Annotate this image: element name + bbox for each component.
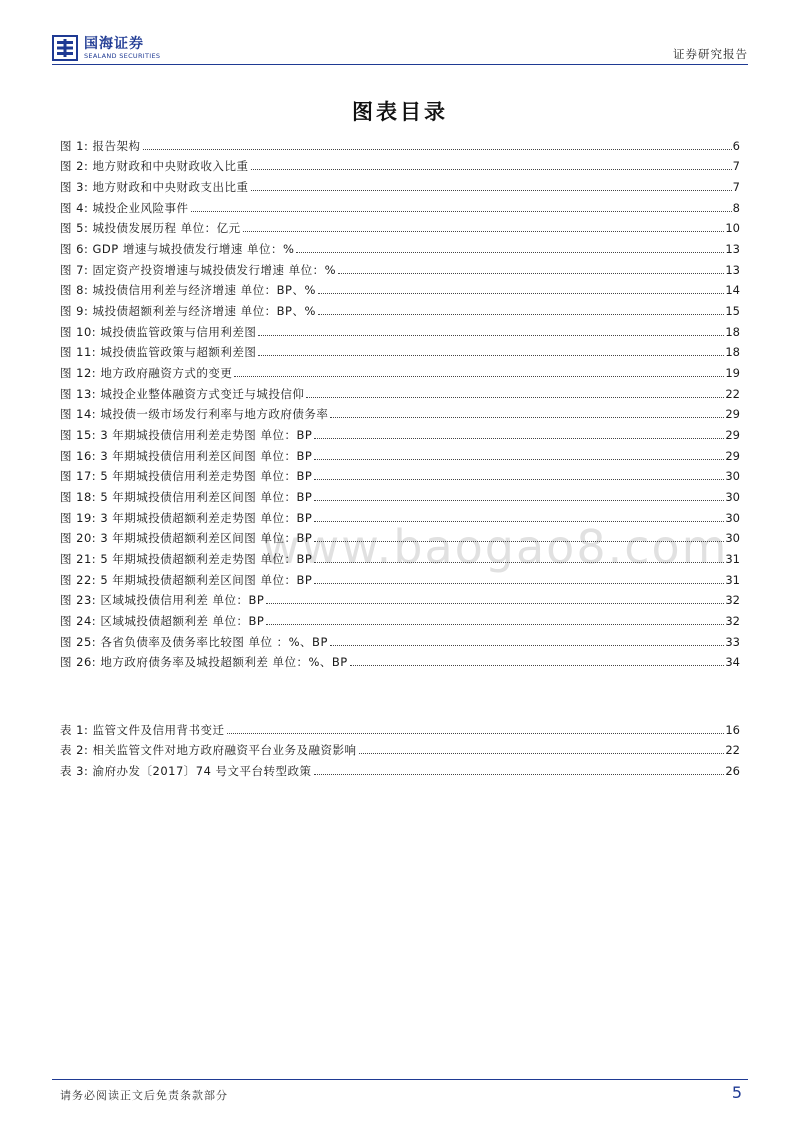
toc-entry-label: 图 15: 3 年期城投债信用利差走势图 单位：BP: [60, 428, 313, 443]
toc-entry-label: 图 9: 城投债超额利差与经济增速 单位：BP、%: [60, 304, 316, 319]
toc-entry-page: 8: [732, 200, 740, 215]
toc-entry-page: 30: [725, 469, 740, 484]
toc-entry-page: 6: [732, 138, 740, 153]
dot-leader: [243, 230, 725, 232]
toc-entry-page: 30: [725, 531, 740, 546]
toc-entry[interactable]: [60, 484, 740, 505]
toc-entry-label: 图 4: 城投企业风险事件: [60, 200, 189, 215]
toc-entry-label: 图 16: 3 年期城投债信用利差区间图 单位：BP: [60, 448, 313, 463]
toc-entry-page: 18: [725, 324, 740, 339]
toc-entry-page: 15: [725, 304, 740, 319]
toc-entry[interactable]: [60, 758, 740, 779]
page-title: 图表目录: [352, 100, 448, 124]
dot-leader: [338, 272, 724, 274]
report-type-label: 证券研究报告: [673, 47, 748, 61]
toc-entry-label: 图 7: 固定资产投资增速与城投债发行增速 单位：%: [60, 262, 337, 277]
toc-entry-label: 图 14: 城投债一级市场发行利率与地方政府债务率: [60, 407, 329, 422]
dot-leader: [251, 168, 732, 170]
toc-entry-label: 图 25: 各省负债率及债务率比较图 单位 ：%、BP: [60, 634, 328, 649]
toc-entry-page: 26: [725, 764, 740, 779]
toc-entry-label: 图 8: 城投债信用利差与经济增速 单位：BP、%: [60, 283, 316, 298]
toc-entry[interactable]: [60, 650, 740, 671]
toc-entry-label: 图 1: 报告架构: [60, 138, 141, 153]
page-header: [52, 34, 748, 66]
dot-leader: [314, 437, 724, 439]
toc-entry-label: 图 20: 3 年期城投债超额利差区间图 单位：BP: [60, 531, 313, 546]
toc-entry-page: 30: [725, 510, 740, 525]
toc-entry[interactable]: [60, 319, 740, 340]
sealand-logo-icon: [52, 35, 78, 61]
dot-leader: [227, 732, 725, 734]
toc-entry-page: 22: [725, 743, 740, 758]
toc-entry[interactable]: [60, 195, 740, 216]
dot-leader: [234, 375, 724, 377]
toc-entry-label: 图 17: 5 年期城投债信用利差走势图 单位：BP: [60, 469, 313, 484]
toc-entry-page: 29: [725, 428, 740, 443]
dot-leader: [251, 189, 732, 191]
dot-leader: [330, 416, 724, 418]
toc-entry-label: 图 21: 5 年期城投债超额利差走势图 单位：BP: [60, 552, 313, 567]
toc-entry[interactable]: [60, 717, 740, 738]
dot-leader: [266, 602, 724, 604]
toc-entry[interactable]: [60, 422, 740, 443]
toc-entry-page: 32: [725, 593, 740, 608]
dot-leader: [314, 478, 724, 480]
dot-leader: [359, 752, 725, 754]
toc-entry-label: 图 22: 5 年期城投债超额利差区间图 单位：BP: [60, 572, 313, 587]
dot-leader: [306, 396, 724, 398]
toc-entry-page: 13: [725, 242, 740, 257]
dot-leader: [314, 582, 724, 584]
dot-leader: [318, 292, 724, 294]
toc-entry[interactable]: [60, 216, 740, 237]
table-list: [60, 717, 740, 779]
dot-leader: [258, 354, 724, 356]
toc-entry-page: 22: [725, 386, 740, 401]
toc-entry[interactable]: [60, 133, 740, 154]
toc-entry[interactable]: [60, 174, 740, 195]
toc-entry-label: 图 5: 城投债发展历程 单位：亿元: [60, 221, 241, 236]
logo-chinese-name: 国海证券: [84, 35, 144, 52]
dot-leader: [314, 520, 724, 522]
toc-entry-page: 30: [725, 490, 740, 505]
page-number: 5: [731, 1083, 742, 1102]
toc-entry-page: 13: [725, 262, 740, 277]
toc-entry-page: 33: [725, 634, 740, 649]
toc-entry[interactable]: [60, 505, 740, 526]
footer-divider: [52, 1079, 748, 1080]
figure-list: [60, 133, 740, 670]
toc-entry-label: 图 18: 5 年期城投债信用利差区间图 单位：BP: [60, 490, 313, 505]
toc-entry-label: 图 23: 区域城投债信用利差 单位：BP: [60, 593, 265, 608]
dot-leader: [314, 458, 724, 460]
toc-entry-page: 16: [725, 722, 740, 737]
dot-leader: [314, 499, 724, 501]
toc-entry[interactable]: [60, 464, 740, 485]
dot-leader: [143, 148, 732, 150]
company-logo: [52, 34, 160, 62]
toc-entry[interactable]: [60, 608, 740, 629]
logo-english-name: SEALAND SECURITIES: [84, 51, 161, 60]
toc-entry-label: 图 13: 城投企业整体融资方式变迁与城投信仰: [60, 386, 305, 401]
toc-entry-page: 18: [725, 345, 740, 360]
toc-entry[interactable]: [60, 154, 740, 175]
dot-leader: [330, 644, 724, 646]
toc-entry[interactable]: [60, 381, 740, 402]
toc-entry-page: 34: [725, 655, 740, 670]
footer-disclaimer: 请务必阅读正文后免责条款部分: [60, 1089, 228, 1102]
toc-entry[interactable]: [60, 526, 740, 547]
watermark-text: www.baogao8.com: [262, 520, 729, 574]
dot-leader: [266, 623, 724, 625]
toc-entry-label: 图 19: 3 年期城投债超额利差走势图 单位：BP: [60, 510, 313, 525]
toc-entry[interactable]: [60, 298, 740, 319]
dot-leader: [350, 664, 725, 666]
toc-entry[interactable]: [60, 738, 740, 759]
dot-leader: [191, 210, 732, 212]
dot-leader: [314, 540, 724, 542]
toc-entry-label: 表 1: 监管文件及信用背书变迁: [60, 722, 225, 737]
dot-leader: [318, 313, 724, 315]
toc-entry[interactable]: [60, 236, 740, 257]
toc-entry-page: 29: [725, 407, 740, 422]
toc-entry-label: 图 10: 城投债监管政策与信用利差图: [60, 324, 257, 339]
toc-entry[interactable]: [60, 546, 740, 567]
toc-entry-page: 7: [732, 180, 740, 195]
toc-entry-page: 7: [732, 159, 740, 174]
dot-leader: [314, 773, 725, 775]
dot-leader: [314, 561, 724, 563]
toc-entry-label: 图 26: 地方政府债务率及城投超额利差 单位：%、BP: [60, 655, 348, 670]
toc-entry[interactable]: [60, 443, 740, 464]
toc-entry-page: 19: [725, 366, 740, 381]
toc-entry[interactable]: [60, 402, 740, 423]
toc-entry-page: 32: [725, 614, 740, 629]
toc-entry-label: 图 3: 地方财政和中央财政支出比重: [60, 180, 249, 195]
toc-entry-label: 图 24: 区域城投债超额利差 单位：BP: [60, 614, 265, 629]
toc-entry[interactable]: [60, 567, 740, 588]
toc-entry-page: 31: [725, 572, 740, 587]
toc-entry-label: 图 12: 地方政府融资方式的变更: [60, 366, 233, 381]
toc-entry[interactable]: [60, 360, 740, 381]
toc-entry[interactable]: [60, 278, 740, 299]
toc-entry-label: 表 3: 渝府办发〔2017〕74 号文平台转型政策: [60, 764, 312, 779]
toc-entry-label: 表 2: 相关监管文件对地方政府融资平台业务及融资影响: [60, 743, 357, 758]
toc-entry[interactable]: [60, 629, 740, 650]
toc-entry[interactable]: [60, 340, 740, 361]
toc-entry-label: 图 6: GDP 增速与城投债发行增速 单位：%: [60, 242, 295, 257]
toc-entry[interactable]: [60, 588, 740, 609]
toc-entry-page: 14: [725, 283, 740, 298]
toc-entry-label: 图 11: 城投债监管政策与超额利差图: [60, 345, 257, 360]
dot-leader: [296, 251, 724, 253]
toc-entry-page: 29: [725, 448, 740, 463]
toc-entry[interactable]: [60, 257, 740, 278]
toc-entry-page: 10: [725, 221, 740, 236]
toc-entry-label: 图 2: 地方财政和中央财政收入比重: [60, 159, 249, 174]
header-divider: [52, 64, 748, 65]
toc-entry-page: 31: [725, 552, 740, 567]
dot-leader: [258, 334, 724, 336]
